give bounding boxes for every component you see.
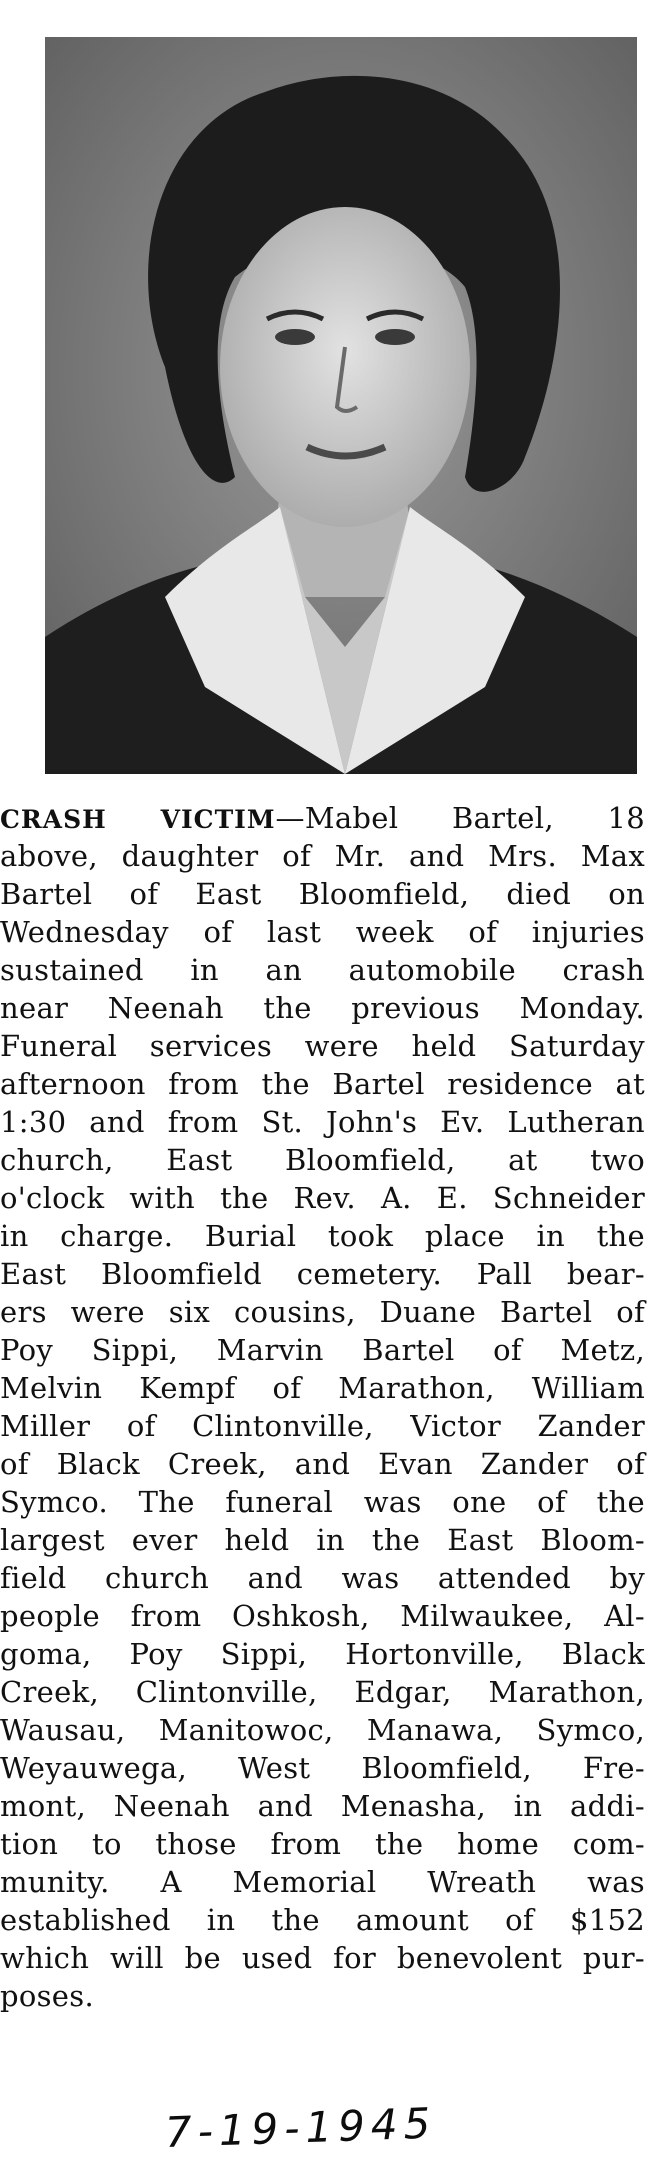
article-line: goma, Poy Sippi, Hortonville, Black xyxy=(0,1637,645,1671)
article-line: near Neenah the previous Monday. xyxy=(0,991,645,1025)
article-line: of Black Creek, and Evan Zander of xyxy=(0,1447,645,1481)
article-line: Wednesday of last week of injuries xyxy=(0,915,645,949)
portrait-photo xyxy=(45,37,637,774)
article-line: Funeral services were held Saturday xyxy=(0,1029,645,1063)
article-line: ers were six cousins, Duane Bartel of xyxy=(0,1295,645,1329)
article-line: established in the amount of $152 xyxy=(0,1903,645,1937)
article-line: sustained in an automobile crash xyxy=(0,953,645,987)
article-line: Bartel of East Bloomfield, died on xyxy=(0,877,645,911)
article-text xyxy=(0,800,669,2168)
portrait-image xyxy=(45,37,637,774)
article-line: Poy Sippi, Marvin Bartel of Metz, xyxy=(0,1333,645,1367)
handwritten-date: 7-19-1945 xyxy=(164,2098,438,2157)
article-headline-rest: —Mabel Bartel, 18 xyxy=(275,801,645,835)
article-line: Miller of Clintonville, Victor Zander xyxy=(0,1409,645,1443)
article-line: church, East Bloomfield, at two xyxy=(0,1143,645,1177)
article-line: Weyauwega, West Bloomfield, Fre- xyxy=(0,1751,645,1785)
article-line: tion to those from the home com- xyxy=(0,1827,645,1861)
article-line: Melvin Kempf of Marathon, William xyxy=(0,1371,645,1405)
article-line: mont, Neenah and Menasha, in addi- xyxy=(0,1789,645,1823)
article-line: munity. A Memorial Wreath was xyxy=(0,1865,645,1899)
article-line: largest ever held in the East Bloom- xyxy=(0,1523,645,1557)
article-line: field church and was attended by xyxy=(0,1561,645,1595)
article-line: Symco. The funeral was one of the xyxy=(0,1485,645,1519)
article-line: Wausau, Manitowoc, Manawa, Symco, xyxy=(0,1713,645,1747)
article-line: Creek, Clintonville, Edgar, Marathon, xyxy=(0,1675,645,1709)
article-line-1 xyxy=(0,800,645,838)
article-line: o'clock with the Rev. A. E. Schneider xyxy=(0,1181,645,1215)
article-line-last: poses. xyxy=(0,1979,94,2013)
article-line: people from Oshkosh, Milwaukee, Al- xyxy=(0,1599,645,1633)
article-line: East Bloomfield cemetery. Pall bear- xyxy=(0,1257,645,1291)
article-line: afternoon from the Bartel residence at xyxy=(0,1067,645,1101)
article-line: in charge. Burial took place in the xyxy=(0,1219,645,1253)
article-line: 1:30 and from St. John's Ev. Lutheran xyxy=(0,1105,645,1139)
article-line: which will be used for benevolent pur- xyxy=(0,1941,645,1975)
article-line: above, daughter of Mr. and Mrs. Max xyxy=(0,839,645,873)
article-headline: CRASH VICTIM xyxy=(0,805,276,834)
